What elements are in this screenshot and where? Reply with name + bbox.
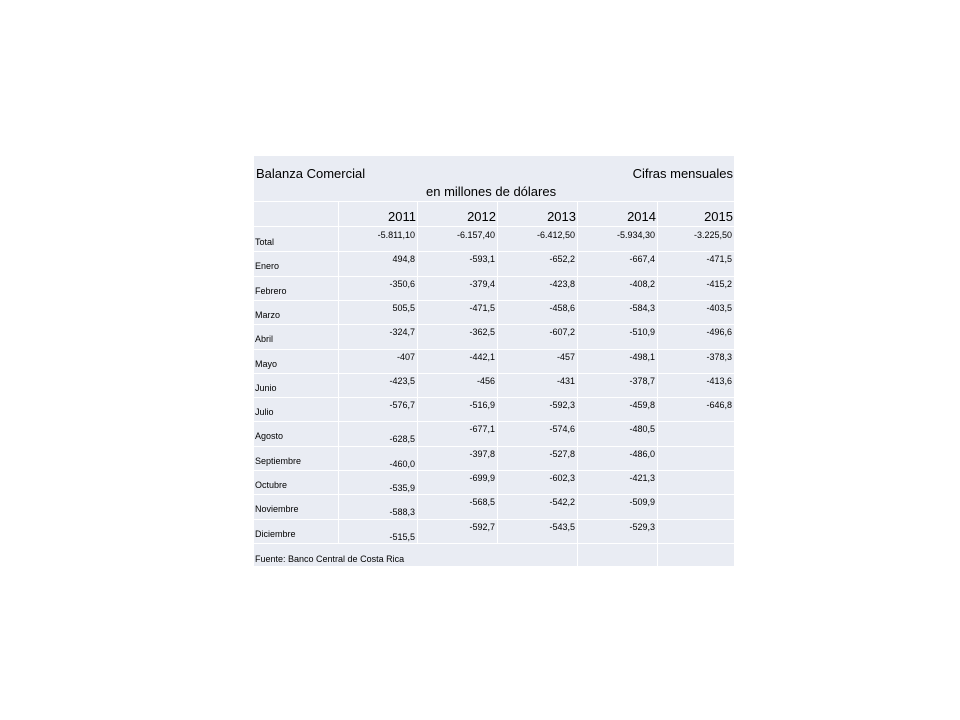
value-cell: -471,5 [469, 302, 495, 313]
value-cell: -407 [396, 351, 415, 362]
value-cell: -677,1 [469, 424, 495, 435]
row-label: Abril [255, 334, 274, 345]
table-title: Balanza Comercial [256, 166, 366, 181]
value-cell: -413,6 [706, 375, 732, 386]
value-cell: -584,3 [629, 302, 655, 313]
row-label: Julio [255, 407, 274, 418]
value-cell: -423,5 [389, 375, 415, 386]
value-cell: -350,6 [389, 278, 415, 289]
value-cell: -460,0 [389, 458, 415, 469]
value-cell: -3.225,50 [693, 230, 732, 240]
row-label: Enero [255, 261, 280, 272]
value-cell: 505,5 [392, 302, 415, 313]
value-cell: -423,8 [549, 278, 575, 289]
value-cell: -646,8 [706, 400, 732, 411]
value-cell: -516,9 [469, 400, 495, 411]
value-cell: -459,8 [629, 400, 655, 411]
value-cell: -378,3 [706, 351, 732, 362]
row-label: Diciembre [255, 528, 296, 539]
value-cell: -602,3 [549, 473, 575, 483]
value-cell: -324,7 [389, 327, 415, 338]
row-label: Junio [255, 382, 277, 393]
value-cell: -667,4 [629, 254, 655, 265]
value-cell: -628,5 [389, 434, 415, 445]
year-header: 2011 [388, 209, 416, 224]
value-cell: -515,5 [389, 531, 415, 542]
value-cell: -403,5 [706, 302, 732, 313]
value-cell: -5.934,30 [616, 230, 655, 240]
value-cell: -379,4 [469, 278, 495, 289]
value-cell: -529,3 [629, 521, 655, 532]
value-cell: -480,5 [629, 424, 655, 435]
value-cell: -486,0 [629, 448, 655, 459]
value-cell: -408,2 [629, 278, 655, 289]
value-cell: -588,3 [389, 507, 415, 518]
value-cell: -527,8 [549, 448, 575, 459]
row-label: Total [255, 237, 275, 247]
value-cell: -456 [476, 375, 495, 386]
value-cell: -652,2 [549, 254, 575, 265]
year-header: 2015 [704, 209, 733, 224]
row-label: Febrero [255, 285, 287, 296]
year-header: 2012 [467, 209, 496, 224]
year-header: 2014 [627, 209, 656, 224]
value-cell: -415,2 [706, 278, 732, 289]
value-cell: -543,5 [549, 521, 575, 532]
value-cell: -458,6 [549, 302, 575, 313]
row-label: Marzo [255, 309, 281, 320]
value-cell: -378,7 [629, 375, 655, 386]
value-cell: -5.811,10 [377, 230, 415, 240]
value-cell: -421,3 [629, 473, 655, 483]
year-header: 2013 [547, 209, 576, 224]
value-cell: -592,3 [549, 400, 575, 411]
row-label: Octubre [255, 480, 288, 490]
value-cell: -593,1 [469, 254, 495, 265]
value-cell: -510,9 [629, 327, 655, 338]
value-cell: -457 [556, 351, 575, 362]
value-cell: -576,7 [389, 400, 415, 411]
value-cell: -574,6 [549, 424, 575, 435]
value-cell: -362,5 [469, 327, 495, 338]
value-cell: -607,2 [549, 327, 575, 338]
table-subtitle: en millones de dólares [426, 184, 557, 199]
source-note: Fuente: Banco Central de Costa Rica [255, 554, 405, 564]
value-cell: -509,9 [629, 497, 655, 508]
value-cell: -6.412,50 [536, 230, 575, 240]
value-cell: -592,7 [469, 521, 495, 532]
value-cell: -442,1 [469, 351, 495, 362]
value-cell: -498,1 [629, 351, 655, 362]
value-cell: -568,5 [469, 497, 495, 508]
value-cell: -431 [556, 375, 575, 386]
table-subtitle-right: Cifras mensuales [632, 166, 733, 181]
value-cell: -535,9 [389, 483, 415, 493]
value-cell: -699,9 [469, 473, 495, 483]
row-label: Septiembre [255, 455, 302, 466]
row-label: Agosto [255, 431, 284, 442]
value-cell: -542,2 [549, 497, 575, 508]
value-cell: -496,6 [706, 327, 732, 338]
value-cell: -6.157,40 [456, 230, 495, 240]
row-label: Mayo [255, 358, 278, 369]
balanza-comercial-table [254, 156, 734, 566]
value-cell: -471,5 [706, 254, 732, 265]
row-label: Noviembre [255, 504, 299, 515]
value-cell: 494,8 [392, 254, 415, 265]
value-cell: -397,8 [469, 448, 495, 459]
